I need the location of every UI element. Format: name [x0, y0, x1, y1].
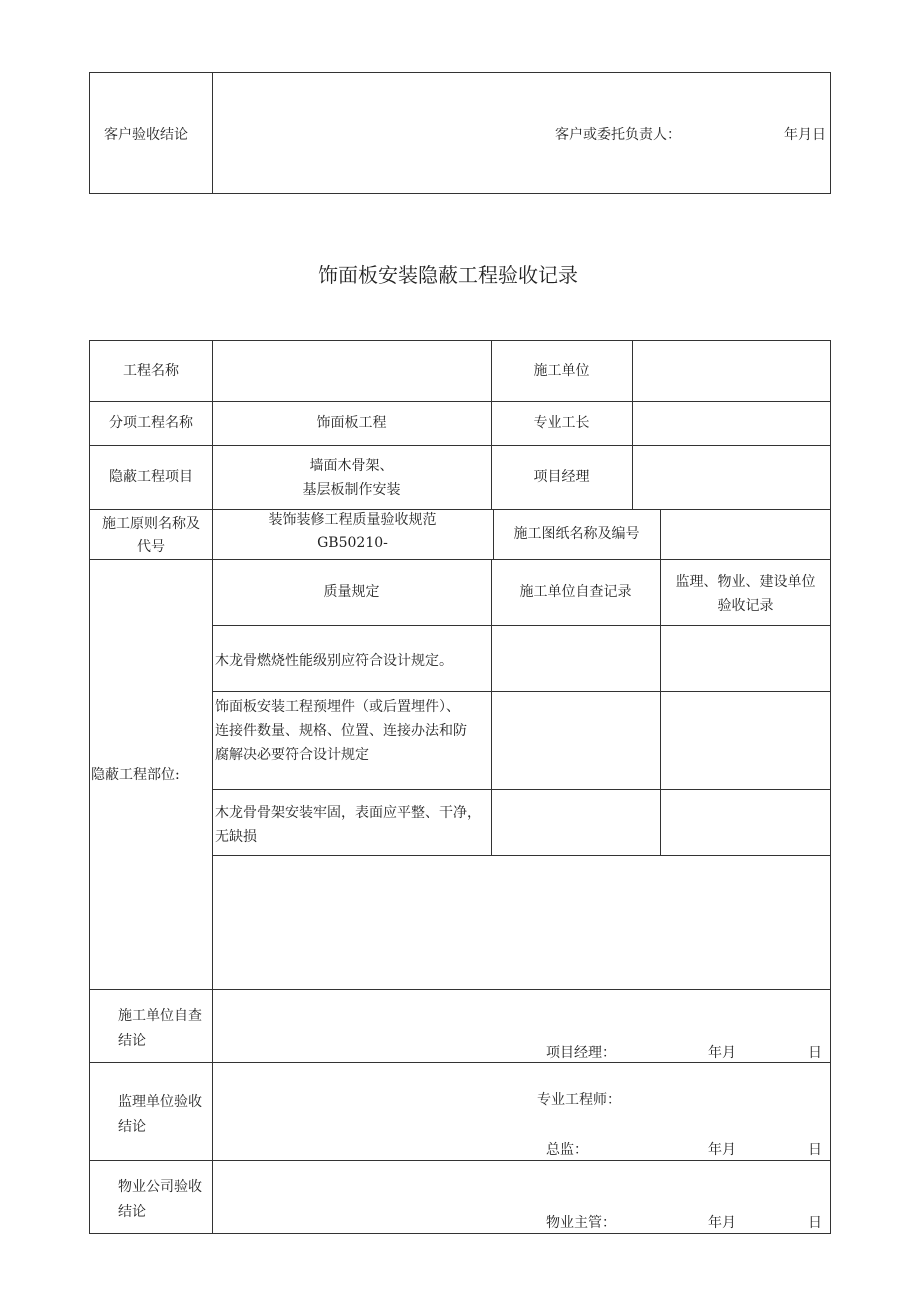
col-self-check-header: 施工单位自查记录: [519, 584, 632, 600]
quality-rule-1: 木龙骨燃烧性能级别应符合设计规定。: [215, 653, 453, 669]
quality-rule-3-line1: 木龙骨骨架安装牢固，表面应平整、干净，: [215, 805, 481, 821]
col-quality-header: 质量规定: [323, 584, 380, 600]
sub-project-value: 饰面板工程: [316, 415, 387, 431]
drawing-label: 施工图纸名称及编号: [513, 526, 640, 542]
project-name-label: 工程名称: [123, 363, 179, 379]
self-check-label-line2: 结论: [118, 1033, 146, 1049]
self-check-date-ym: 年月: [708, 1045, 736, 1061]
standard-value-line2: GB50210-: [317, 535, 388, 551]
quality-rule-2-line3: 腐解决必要符合设计规定: [215, 747, 369, 763]
standard-label-line2: 代号: [137, 539, 165, 555]
property-date-ym: 年月: [708, 1215, 736, 1231]
table-border-bottom: [89, 1233, 831, 1234]
top-box-border-right: [830, 72, 831, 194]
property-label-line1: 物业公司验收: [118, 1179, 202, 1195]
table-border-top: [89, 340, 831, 341]
top-box-border-left: [89, 72, 90, 194]
quality-rule-2-line1: 饰面板安装工程预埋件（或后置埋件）、: [215, 699, 460, 715]
top-box-label: 客户验收结论: [104, 127, 188, 143]
top-box-border-top: [89, 72, 831, 73]
property-date-d: 日: [808, 1215, 822, 1231]
top-box-border-bottom: [89, 193, 831, 194]
col-sep: [660, 509, 661, 560]
row-sep: [89, 401, 831, 402]
row-sep: [89, 445, 831, 446]
hidden-section-label: 隐蔽工程部位:: [91, 767, 180, 783]
foreman-label: 专业工长: [533, 415, 590, 431]
page-title: 饰面板安装隐蔽工程验收记录: [318, 263, 578, 287]
self-check-signer: 项目经理：: [546, 1045, 616, 1061]
self-check-date-d: 日: [808, 1045, 822, 1061]
col-supervision-header-line1: 监理、物业、建设单位: [675, 574, 816, 590]
hidden-item-value-line2: 基层板制作安装: [302, 482, 401, 498]
top-box-signer: 客户或委托负责人：: [555, 127, 681, 143]
row-sep: [89, 1160, 831, 1161]
standard-value-line1: 装饰装修工程质量验收规范: [268, 512, 437, 528]
supervision-engineer: 专业工程师：: [537, 1092, 621, 1108]
supervision-label-line2: 结论: [118, 1119, 146, 1135]
supervision-chief: 总监：: [546, 1142, 588, 1158]
construction-unit-label: 施工单位: [533, 363, 590, 379]
col-sep: [632, 340, 633, 510]
hidden-item-label: 隐蔽工程项目: [109, 469, 193, 485]
property-signer: 物业主管：: [546, 1215, 616, 1231]
row-sep: [212, 855, 831, 856]
sub-project-label: 分项工程名称: [109, 415, 193, 431]
top-box-divider: [212, 72, 213, 194]
top-box-date: 年月日: [784, 127, 826, 143]
quality-rule-3-line2: 无缺损: [215, 829, 257, 845]
row-sep: [89, 989, 831, 990]
standard-label-line1: 施工原则名称及: [102, 516, 200, 532]
self-check-label-line1: 施工单位自查: [118, 1008, 202, 1024]
supervision-label-line1: 监理单位验收: [118, 1094, 202, 1110]
row-sep: [212, 625, 831, 626]
col-sep: [491, 559, 492, 856]
property-label-line2: 结论: [118, 1204, 146, 1220]
col-supervision-header-line2: 验收记录: [717, 598, 774, 614]
row-sep: [89, 559, 831, 560]
supervision-date-ym: 年月: [708, 1142, 736, 1158]
pm-label: 项目经理: [533, 469, 590, 485]
row-sep: [212, 691, 831, 692]
row-sep: [212, 789, 831, 790]
hidden-item-value-line1: 墙面木骨架、: [309, 458, 394, 474]
quality-rule-2-line2: 连接件数量、规格、位置、连接办法和防: [215, 723, 467, 739]
table-border-right: [830, 340, 831, 1234]
supervision-date-d: 日: [808, 1142, 822, 1158]
